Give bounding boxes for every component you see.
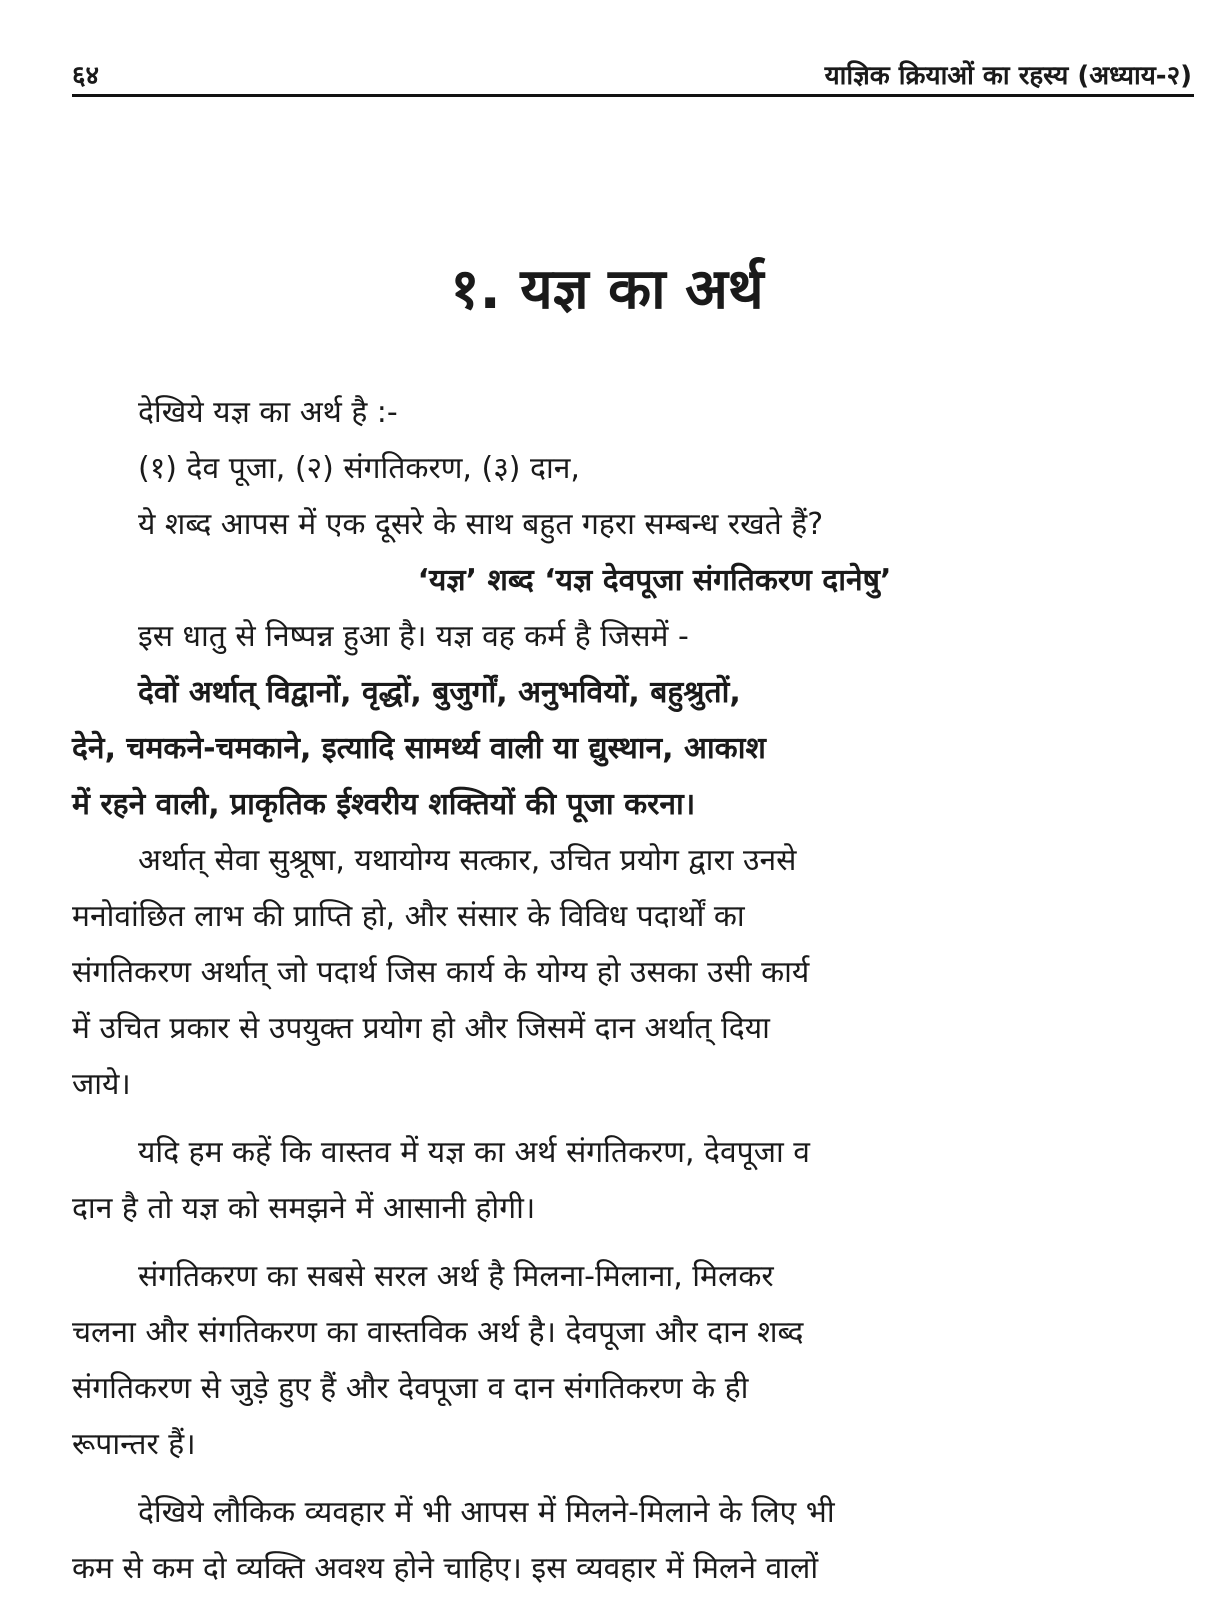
- text-line: चलना और संगतिकरण का वास्तविक अर्थ है। देवपूजा और दान शब्द: [72, 1315, 804, 1350]
- text-line: देखिये लौकिक व्यवहार में भी आपस में मिलने-मिलाने के लिए भी: [138, 1495, 835, 1530]
- text-line: जाये।: [72, 1067, 131, 1102]
- body-text: [72, 385, 1197, 1597]
- running-title: याज्ञिक क्रियाओं का रहस्य (अध्याय-२): [824, 61, 1192, 91]
- text-line: कम से कम दो व्यक्ति अवश्य होने चाहिए। इस व्यवहार में मिलने वालों: [72, 1551, 819, 1586]
- page-header: [72, 52, 1192, 96]
- text-line: देने, चमकने-चमकाने, इत्यादि सामर्थ्य वाली या द्युस्थान, आकाश: [72, 731, 766, 766]
- page-number: ६४: [72, 61, 100, 91]
- header-rule: [72, 94, 1194, 97]
- text-line: (१) देव पूजा, (२) संगतिकरण, (३) दान,: [138, 451, 580, 486]
- text-line: मनोवांछित लाभ की प्राप्ति हो, और संसार के विविध पदार्थों का: [72, 899, 745, 934]
- text-line: संगतिकरण से जुड़े हुए हैं और देवपूजा व दान संगतिकरण के ही: [72, 1371, 749, 1406]
- text-line: दान है तो यज्ञ को समझने में आसानी होगी।: [72, 1191, 536, 1226]
- text-line: संगतिकरण अर्थात् जो पदार्थ जिस कार्य के योग्य हो उसका उसी कार्य: [72, 955, 810, 990]
- text-line: में उचित प्रकार से उपयुक्त प्रयोग हो और जिसमें दान अर्थात् दिया: [72, 1011, 770, 1046]
- text-line: ‘यज्ञ’ शब्द ‘यज्ञ देवपूजा संगतिकरण दानेषु’: [417, 563, 892, 598]
- text-line: यदि हम कहें कि वास्तव में यज्ञ का अर्थ संगतिकरण, देवपूजा व: [138, 1135, 810, 1170]
- text-line: अर्थात् सेवा सुश्रूषा, यथायोग्य सत्कार, उचित प्रयोग द्वारा उनसे: [138, 843, 797, 878]
- text-line: देवों अर्थात् विद्वानों, वृद्धों, बुजुर्गों, अनुभवियों, बहुश्रुतों,: [138, 675, 741, 710]
- text-line: में रहने वाली, प्राकृतिक ईश्वरीय शक्तियों की पूजा करना।: [72, 787, 696, 822]
- text-line: संगतिकरण का सबसे सरल अर्थ है मिलना-मिलाना, मिलकर: [138, 1259, 774, 1294]
- text-line: देखिये यज्ञ का अर्थ है :-: [138, 395, 398, 430]
- text-line: ये शब्द आपस में एक दूसरे के साथ बहुत गहरा सम्बन्ध रखते हैं?: [138, 507, 824, 542]
- chapter-title: १. यज्ञ का अर्थ: [450, 257, 764, 322]
- text-line: रूपान्तर हैं।: [72, 1427, 196, 1462]
- text-line: इस धातु से निष्पन्न हुआ है। यज्ञ वह कर्म है जिसमें -: [138, 619, 689, 654]
